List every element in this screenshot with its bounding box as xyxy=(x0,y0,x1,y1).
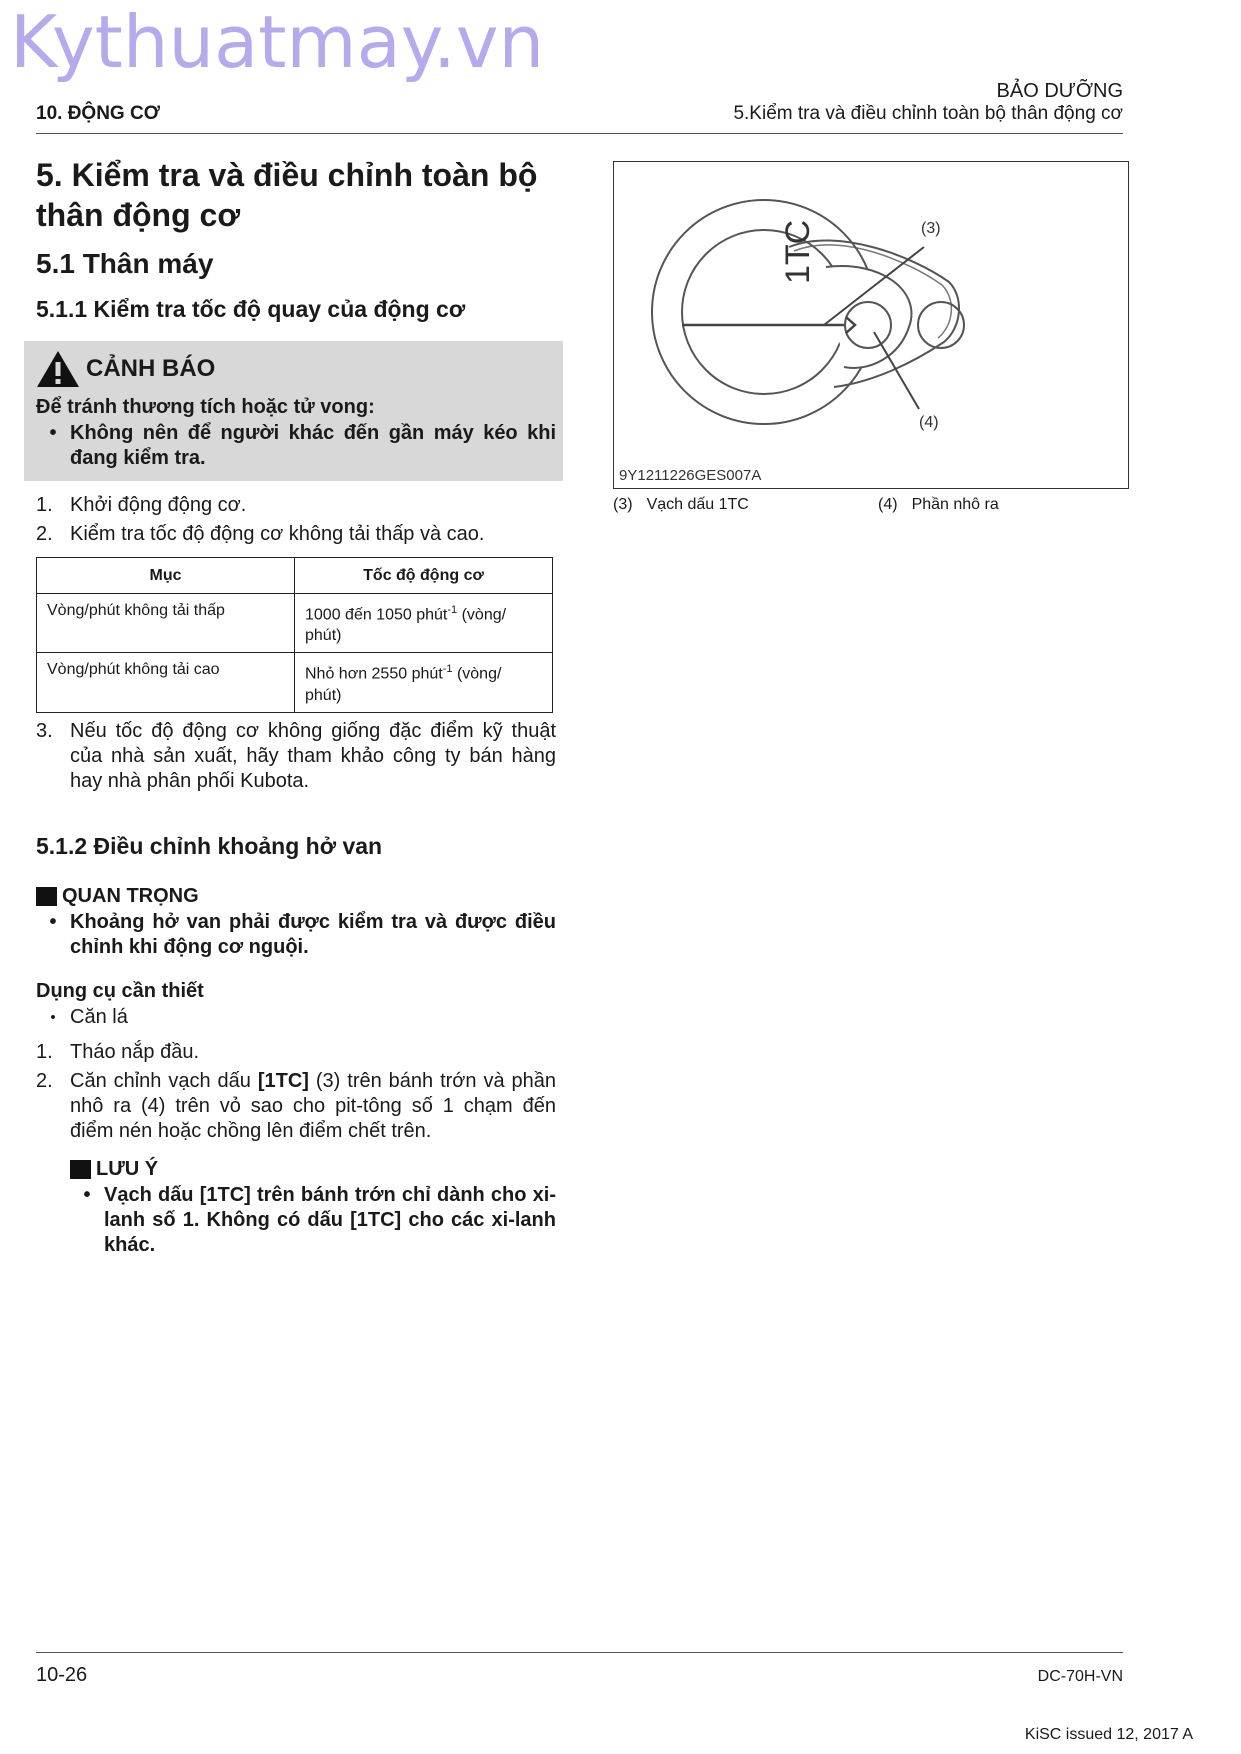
list-number: 2. xyxy=(36,523,53,545)
flywheel-diagram xyxy=(614,162,1128,488)
text-part: (3) trên bánh trớn và phần nhô ra (4) trên vỏ sao cho pit-tông số 1 chạm đến điểm nén hoặc chồng lên điểm chết trên. xyxy=(70,1070,557,1142)
header-chapter: 10. ĐỘNG CƠ xyxy=(36,103,160,124)
warning-bullet xyxy=(36,421,556,471)
tools-list xyxy=(36,1005,556,1030)
page-title-block xyxy=(36,155,556,235)
list-text: Khởi động động cơ. xyxy=(70,494,247,516)
note-title xyxy=(70,1158,158,1181)
table-cell-item: Vòng/phút không tải thấp xyxy=(37,594,295,653)
caption-number: (3) xyxy=(613,496,633,513)
list-number: 3. xyxy=(36,720,53,742)
caption-4 xyxy=(878,496,999,514)
black-square-icon xyxy=(70,1160,91,1179)
note-title-text: LƯU Ý xyxy=(96,1158,159,1180)
bullet-icon: • xyxy=(49,911,57,933)
value-text: Nhỏ hơn 2550 phút xyxy=(305,665,443,683)
table-cell-item: Vòng/phút không tải cao xyxy=(37,653,295,712)
section-title: 5.1 Thân máy xyxy=(36,248,214,279)
callout-4: (4) xyxy=(919,414,939,431)
warning-triangle-icon xyxy=(36,350,80,388)
table-cell-value xyxy=(295,653,553,712)
warning-intro: Để tránh thương tích hoặc tử vong: xyxy=(36,396,375,418)
caption-text: Phần nhô ra xyxy=(911,496,999,513)
list-text xyxy=(70,1069,556,1144)
speed-table-wrap xyxy=(36,557,553,713)
list-number: 2. xyxy=(36,1070,53,1092)
subsection-heading-5-1-1 xyxy=(36,296,552,323)
list-text: Nếu tốc độ động cơ không giống đặc điểm kỹ thuật của nhà sản xuất, hãy tham khảo công ty bán hàng hay nhà phân phối Kubota. xyxy=(70,720,556,792)
caption-3 xyxy=(613,496,749,514)
tools-item: Căn lá xyxy=(70,1006,128,1028)
list-number: 1. xyxy=(36,1041,53,1063)
list-item xyxy=(36,1069,556,1144)
table-header: Tốc độ động cơ xyxy=(295,558,553,594)
bullet-icon: • xyxy=(49,422,57,444)
speed-table xyxy=(36,557,553,713)
warning-bullet-text: Không nên để người khác đến gần máy kéo khi đang kiểm tra. xyxy=(70,422,556,469)
bullet-icon: • xyxy=(50,1009,56,1026)
subsection-title: 5.1.1 Kiểm tra tốc độ quay của động cơ xyxy=(36,296,466,322)
table-header: Mục xyxy=(37,558,295,594)
list-text: Tháo nắp đầu. xyxy=(70,1041,199,1063)
tools-title: Dụng cụ cần thiết xyxy=(36,980,204,1002)
value-exponent: -1 xyxy=(447,604,458,616)
watermark: Kythuatmay.vn xyxy=(10,0,545,84)
subsection-heading-5-1-2 xyxy=(36,833,552,860)
value-exponent: -1 xyxy=(442,663,453,676)
document-code: DC-70H-VN xyxy=(1037,1668,1123,1685)
important-bullet-text: Khoảng hở van phải được kiểm tra và được điều chỉnh khi động cơ nguội. xyxy=(70,911,556,958)
figure-code: 9Y1211226GES007A xyxy=(619,467,762,484)
page-title: 5. Kiểm tra và điều chỉnh toàn bộ thân động cơ xyxy=(36,157,538,233)
note-bullet xyxy=(70,1183,556,1258)
section-heading-5-1 xyxy=(36,248,552,280)
flywheel-figure xyxy=(613,161,1129,489)
caption-text: Vạch dấu 1TC xyxy=(646,496,749,513)
important-bullet xyxy=(36,910,556,960)
table-row xyxy=(37,653,553,712)
important-title-text: QUAN TRỌNG xyxy=(62,885,199,907)
caption-number: (4) xyxy=(878,496,898,513)
black-square-icon xyxy=(36,887,57,906)
value-unit: (vòng/ phút) xyxy=(305,606,507,645)
note-bullet-text: Vạch dấu [1TC] trên bánh trớn chỉ dành cho xi-lanh số 1. Không có dấu [1TC] cho các xi-lanh khác. xyxy=(104,1184,556,1256)
mark-1tc: [1TC] xyxy=(257,1070,309,1092)
warning-title xyxy=(36,350,215,388)
list-item xyxy=(36,719,556,794)
step-3 xyxy=(36,719,556,794)
table-row xyxy=(37,594,553,653)
steps-list-1 xyxy=(36,493,556,547)
header-topic: 5.Kiểm tra và điều chỉnh toàn bộ thân động cơ xyxy=(733,103,1123,124)
list-item xyxy=(36,493,556,518)
footer-rule xyxy=(36,1652,1123,1653)
list-text: Kiểm tra tốc độ động cơ không tải thấp và cao. xyxy=(70,523,485,545)
steps-list-2 xyxy=(36,1040,556,1144)
header-rule xyxy=(36,133,1123,134)
page-number: 10-26 xyxy=(36,1664,88,1686)
table-cell-value xyxy=(295,594,553,653)
subsection-title: 5.1.2 Điều chỉnh khoảng hở van xyxy=(36,833,383,859)
header-section: BẢO DƯỠNG xyxy=(996,80,1123,102)
list-item xyxy=(36,1040,556,1065)
text-part: Căn chỉnh vạch dấu xyxy=(70,1070,258,1092)
tc-mark-label: 1TC xyxy=(779,219,817,284)
bullet-icon: • xyxy=(83,1184,91,1206)
list-number: 1. xyxy=(36,494,53,516)
value-text: 1000 đến 1050 phút xyxy=(305,606,448,624)
warning-title-text: CẢNH BÁO xyxy=(86,355,216,382)
list-item xyxy=(36,522,556,547)
table-header-row xyxy=(37,558,553,594)
issued-note: KiSC issued 12, 2017 A xyxy=(1024,1726,1193,1743)
callout-3: (3) xyxy=(921,220,941,237)
important-title xyxy=(36,885,199,908)
value-unit: (vòng/ phút) xyxy=(305,665,502,704)
